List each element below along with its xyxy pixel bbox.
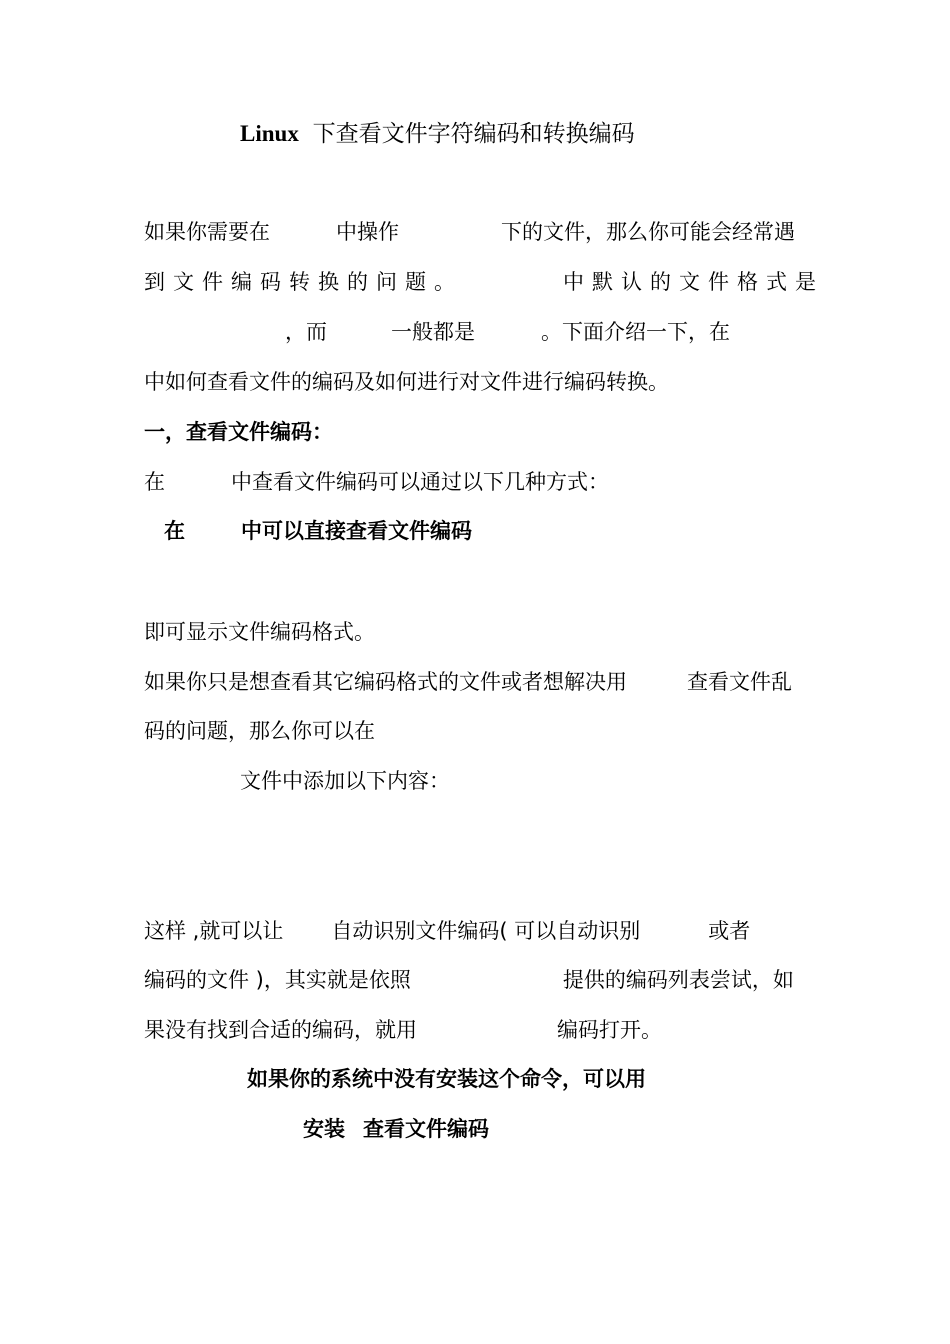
text-segment: 中查看文件编码可以通过以下几种方式： bbox=[231, 470, 609, 494]
text-segment: 中操作 bbox=[336, 220, 399, 244]
text-segment: 到文件编码转换的问题。 bbox=[144, 270, 463, 294]
paragraph-line: 码的问题，那么你可以在 bbox=[144, 719, 375, 743]
text-segment: 中如何查看文件的编码及如何进行对文件进行编码转换。 bbox=[144, 370, 669, 394]
text-segment: 安装 bbox=[303, 1117, 345, 1141]
text-segment: 如果你需要在 bbox=[144, 220, 270, 244]
paragraph-line bbox=[144, 369, 669, 395]
paragraph-line bbox=[144, 1017, 662, 1043]
paragraph-line bbox=[144, 269, 824, 295]
text-segment: 一般都是 bbox=[391, 320, 475, 344]
paragraph-line bbox=[144, 219, 795, 245]
paragraph-line bbox=[144, 918, 750, 944]
text-segment: 下的文件，那么你可能会经常遇 bbox=[501, 220, 795, 244]
paragraph-line: 文件中添加以下内容： bbox=[240, 769, 450, 793]
text-segment: 在 bbox=[164, 519, 185, 543]
text-segment: 编码打开。 bbox=[557, 1018, 662, 1042]
text-segment: 中可以直接查看文件编码 bbox=[241, 519, 472, 543]
text-segment: 中默认的文件格式是 bbox=[563, 270, 824, 294]
title-latin: Linux bbox=[240, 121, 299, 146]
text-segment: 如果你只是想查看其它编码格式的文件或者想解决用 bbox=[144, 670, 627, 694]
text-segment: 查看文件编码 bbox=[363, 1117, 489, 1141]
text-segment: 在 bbox=[144, 470, 165, 494]
text-segment: 自动识别文件编码( 可以自动识别 bbox=[331, 919, 641, 943]
text-segment: 这样 ,就可以让 bbox=[144, 919, 284, 943]
text-segment: ，而 bbox=[285, 320, 327, 344]
paragraph-line bbox=[144, 967, 794, 993]
text-segment: 提供的编码列表尝试，如 bbox=[562, 968, 794, 992]
text-segment: 果没有找到合适的编码，就用 bbox=[144, 1018, 417, 1042]
paragraph-line: 即可显示文件编码格式。 bbox=[144, 620, 375, 644]
bold-note bbox=[303, 1116, 489, 1142]
bold-note: 如果你的系统中没有安装这个命令，可以用 bbox=[247, 1067, 646, 1091]
text-segment: 编码的文件 )，其实就是依照 bbox=[144, 968, 411, 992]
paragraph-line bbox=[144, 669, 792, 695]
section-heading: 一，查看文件编码： bbox=[144, 420, 333, 444]
text-segment: 。下面介绍一下，在 bbox=[541, 320, 730, 344]
document-title bbox=[240, 121, 635, 147]
paragraph-line bbox=[285, 319, 730, 345]
text-segment: 或者 bbox=[708, 919, 751, 943]
text-segment: 查看文件乱 bbox=[687, 670, 792, 694]
subheading bbox=[164, 518, 472, 544]
section-intro bbox=[144, 469, 609, 495]
title-rest: 下查看文件字符编码和转换编码 bbox=[312, 121, 635, 146]
